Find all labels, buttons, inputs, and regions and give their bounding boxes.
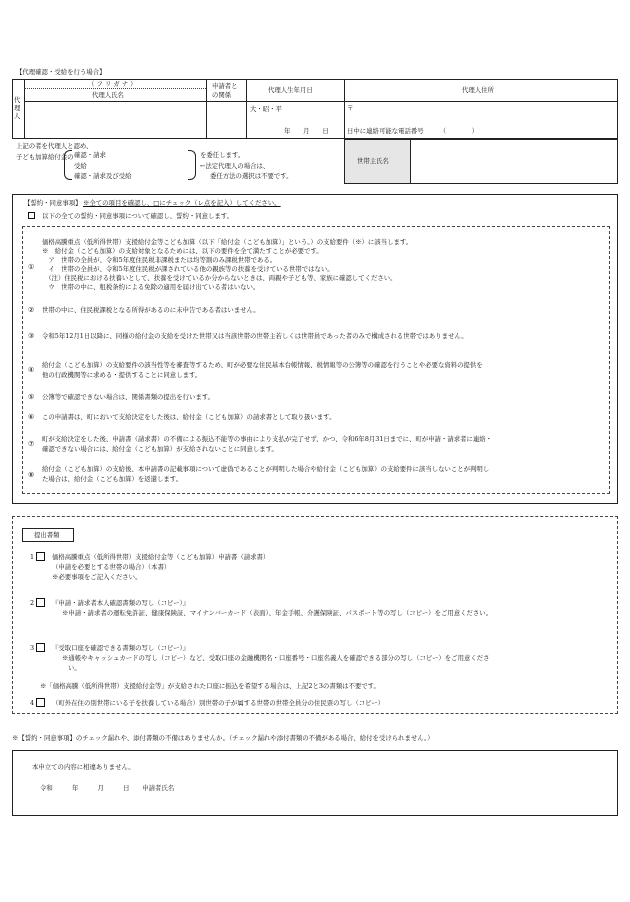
documents-note: ※「価格高騰（低所得世帯）支援給付金等」が支給された口座に振込を希望する場合は、上記2と3の書類は不要です。 (40, 682, 380, 690)
postal-mark: 〒 (347, 104, 354, 112)
householder-label: 世帯主氏名 (357, 157, 389, 165)
doc2-line-2: ※申請・請求者の運転免許証、健康保険証、マイナンバーカード（表面）、年金手帳、介護保険証、パスポート等の写し（コピー）をご用意ください。 (62, 609, 493, 617)
doc3-number: 3 (30, 644, 35, 652)
delegation-option-1[interactable]: 確認・請求 (74, 151, 106, 159)
doc3-line-3: い。 (68, 664, 81, 672)
address-label: 代理人住所 (462, 86, 494, 94)
item7-line-2: 確認できない場合には、給付金（こども加算）が支給されないことに同意します。 (42, 445, 278, 453)
phone-label: 日中に連絡可能な電話番号 （ ） (347, 127, 479, 135)
consent-header-text: ※全ての項目を確認し、□にチェック（レ点を記入）してください。 (83, 199, 281, 207)
birthdate-units: 年 月 日 (284, 127, 329, 135)
confirm-statement: 本申立ての内容に相違ありません。 (32, 763, 135, 771)
item3-text: 令和5年12月1日以降に、同様の給付金の支給を受けた世帯又は当該世帯の世帯主若しくは世帯員であった者のみで構成される世帯ではありません。 (42, 332, 468, 340)
proxy-side-label-2: 理 (14, 104, 21, 112)
doc2-line-1: 『申請・請求者本人確認書類の写し（コピー）』 (52, 599, 190, 607)
era-options[interactable]: 大・昭・平 (250, 105, 282, 113)
item2-text: 世帯の中に、住民税課税となる所得があるのに未申告である者はいません。 (42, 306, 260, 314)
confirm-date-line: 令和 年 月 日 申請者氏名 (40, 784, 175, 792)
delegate-text-1: を委任します。 (200, 151, 245, 159)
doc2-number: 2 (30, 599, 35, 607)
delegation-option-3[interactable]: 確認・請求及び受給 (74, 172, 132, 180)
doc1-line-1: 価格高騰重点（低所得世帯）支援給付金等（こども加算）申請書（請求書） (52, 553, 270, 561)
applicant-signature-field[interactable] (210, 780, 490, 794)
agree-all-checkbox[interactable] (28, 212, 35, 219)
delegation-line-1: 上記の者を代理人と認め、 (16, 142, 93, 150)
item4-line-2: 他の行政機関等に求める・提供することに同意します。 (42, 371, 202, 379)
item1-line-6: ウ 世帯の中に、租税条約による免除の適用を届け出ている者はいない。 (42, 283, 260, 291)
proxy-name-label: 代理人氏名 (92, 91, 124, 99)
item5-text: 公簿等で確認できない場合は、関係書類の提出を行います。 (42, 393, 215, 401)
item6-number: ⑥ (28, 413, 35, 421)
agree-all-label: 以下の全ての誓約・同意事項について確認し、誓約・同意します。 (42, 212, 234, 220)
item4-line-1: 給付金（こども加算）の支給要件の該当性等を審査等するため、町が必要な住民基本台帳情報、税情報等の公簿等の確認を行うことや必要な資料の提供を (42, 361, 483, 369)
proxy-side-label-3: 人 (14, 112, 21, 120)
doc3-line-2: ※通帳やキャッシュカードの写し（コピー）など、受取口座の金融機関名・口座番号・口座名義人を確認できる部分の写し（コピー）をご用意くださ (62, 654, 490, 662)
delegate-text-2: ←法定代理人の場合は、 (200, 162, 270, 170)
delegation-line-2: 子ども加算給付金の (16, 153, 74, 161)
proxy-side-label-1: 代 (14, 96, 21, 104)
doc1-line-3: ※必要事項をご記入ください。 (52, 573, 142, 581)
item7-number: ⑦ (28, 440, 35, 448)
delegation-option-2[interactable]: 受給 (74, 162, 87, 170)
delegate-text-3: 委任方法の選択は不要です。 (210, 172, 293, 180)
doc4-number: 4 (30, 699, 35, 707)
householder-name-field[interactable] (411, 140, 617, 183)
relation-field[interactable] (206, 101, 246, 139)
item1-line-4: イ 世帯の全員が、令和5年度住民税が課されている他の親族等の扶養を受けている世帯ではない。 (42, 265, 334, 273)
documents-header: 提出書類 (34, 531, 60, 539)
doc1-line-2: （申請を必要とする世帯の場合）（本書） (52, 563, 171, 571)
item1-line-1: 価格高騰重点（低所得世帯）支援給付金等こども加算（以下「給付金（こども加算）」という。）の支給要件（※）に該当します。 (42, 238, 413, 246)
consent-header-prefix: 【誓約・同意事項】 (24, 199, 82, 207)
doc1-number: 1 (30, 553, 35, 561)
item1-line-2: ※ 給付金（こども加算）の支給対象となるためには、以下の要件を全て満たすことが必要です。 (42, 247, 323, 255)
item8-line-1: 給付金（こども加算）の支給後、本申請書の記載事項について虚偽であることが判明した場合や給付金（こども加算）の支給要件に該当しないことが判明し (42, 465, 490, 473)
check-note: ※【誓約・同意事項】のチェック漏れや、添付書類の不備はありませんか。（チェック漏れや添付書類の不備がある場合、給付を受けられません。） (12, 734, 434, 742)
item5-number: ⑤ (28, 393, 35, 401)
item2-number: ② (28, 306, 35, 314)
item3-number: ③ (28, 332, 35, 340)
item8-number: ⑧ (28, 471, 35, 479)
relation-label-2: の関係 (212, 91, 232, 99)
item1-number: ① (28, 263, 35, 271)
item6-text: この申請書は、町において支給決定をした後は、給付金（こども加算）の請求書として取り扱います。 (42, 413, 336, 421)
proxy-section-title: 【代理確認・受給を行う場合】 (16, 68, 106, 76)
doc3-checkbox[interactable] (36, 643, 45, 652)
proxy-name-field[interactable] (24, 101, 206, 139)
doc4-checkbox[interactable] (36, 698, 45, 707)
item1-line-3: ア 世帯の全員が、令和5年度住民税非課税または均等割のみ課税世帯である。 (42, 256, 277, 264)
item7-line-1: 町が支給決定をした後、申請書（請求書）の不備による振込不能等の事由により支払が完了せず、かつ、令和6年8月31日までに、町が申請・請求者に連絡・ (42, 435, 493, 443)
item8-line-2: た場合は、給付金（こども加算）を返還します。 (42, 475, 183, 483)
item1-line-5: （注）住民税における扶養いとして、扶養を受けているか分からないときは、両親や子ども等、家族に確認してください。 (42, 274, 397, 282)
doc2-checkbox[interactable] (36, 598, 45, 607)
relation-label-1: 申請者と (212, 82, 238, 90)
furigana-label: （ フ リ ガ ナ ） (88, 80, 137, 88)
birthdate-label: 代理人生年月日 (268, 86, 313, 94)
doc3-line-1: 『受取口座を確認できる書類の写し（コピー）』 (52, 644, 190, 652)
doc4-text: （町外在住の別世帯にいる子を扶養している場合）別世帯の子が属する世帯の世帯全員分の住民票の写し（コピー） (52, 699, 385, 707)
doc1-checkbox[interactable] (36, 552, 45, 561)
item4-number: ④ (28, 366, 35, 374)
